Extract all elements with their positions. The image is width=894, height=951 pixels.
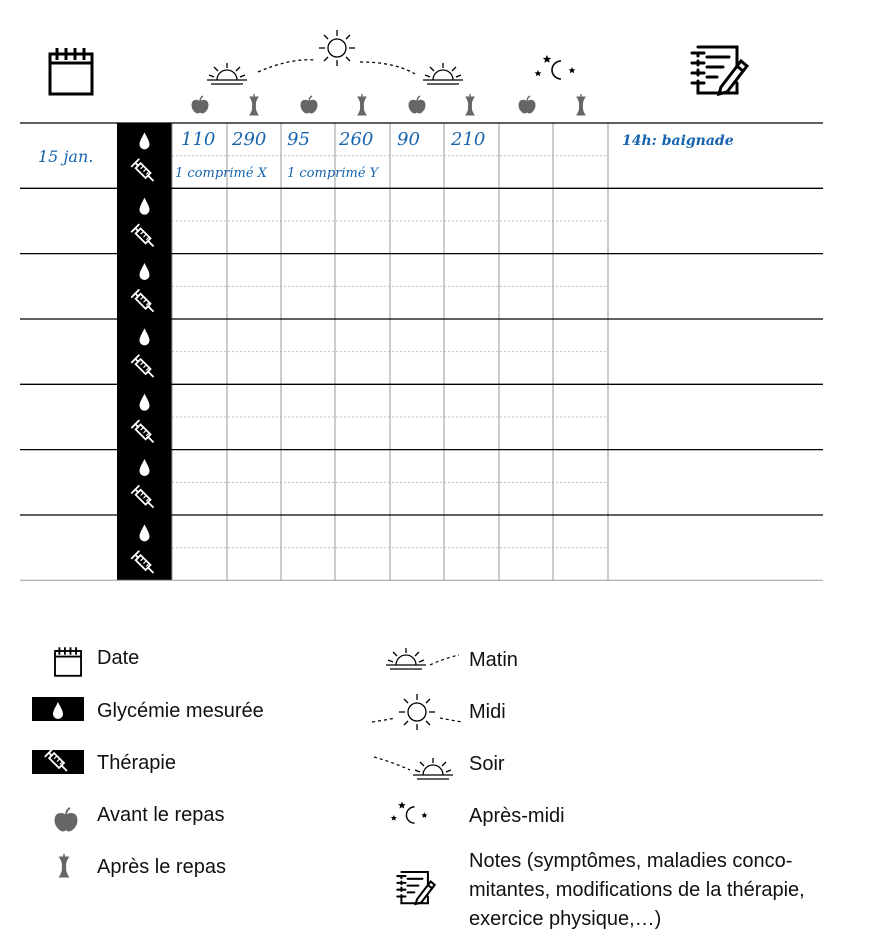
- therapy-entry: 1 comprimé Y: [287, 166, 379, 181]
- sunrise-icon: [386, 648, 426, 669]
- therapy-entry: 1 comprimé X: [175, 166, 267, 181]
- day-arc-right: [360, 62, 415, 74]
- glycemia-value: 260: [339, 129, 374, 150]
- legend-noon: Midi: [469, 701, 506, 723]
- header: [50, 30, 747, 115]
- moon-stars-icon: [391, 802, 428, 824]
- legend-glycemia: Glycémie mesurée: [97, 700, 264, 722]
- legend-notes-line-1: Notes (symptômes, maladies conco-: [469, 850, 793, 872]
- glycemia-value: 110: [181, 129, 216, 150]
- calendar-icon: [55, 647, 81, 676]
- sun-icon: [319, 30, 355, 66]
- legend-before-meal: Avant le repas: [97, 804, 225, 826]
- legend-evening-icon: [374, 757, 453, 779]
- legend-morning: Matin: [469, 649, 518, 671]
- apple-icon: [301, 96, 317, 113]
- legend-notes-line-2: mitantes, modifications de la thérapie,: [469, 879, 805, 901]
- legend-morning-icon: [386, 648, 459, 669]
- apple-icon: [55, 808, 77, 831]
- sunset-icon: [423, 63, 463, 84]
- glycemia-value: 290: [232, 129, 267, 150]
- notes-icon: [692, 47, 747, 94]
- notes-icon: [397, 872, 434, 904]
- apple-core-icon: [358, 94, 366, 115]
- sun-icon: [399, 694, 435, 730]
- legend-after-meal: Après le repas: [97, 856, 226, 878]
- legend-therapy: Thérapie: [97, 752, 176, 774]
- sunset-icon: [413, 758, 453, 779]
- legend-noon-icon: [372, 694, 462, 730]
- legend-date: Date: [97, 647, 140, 669]
- legend-evening: Soir: [469, 753, 505, 775]
- sunrise-icon: [207, 63, 247, 84]
- moon-stars-icon: [535, 55, 576, 79]
- log-grid: [20, 123, 823, 580]
- glycemia-value: 210: [451, 129, 486, 150]
- apple-core-icon: [466, 94, 474, 115]
- icon-column: [117, 123, 172, 580]
- apple-core-icon: [60, 854, 69, 877]
- apple-core-icon: [250, 94, 258, 115]
- legend-syringe-swatch: [32, 750, 84, 774]
- apple-icon: [519, 96, 535, 113]
- day-arc-left: [258, 60, 315, 72]
- legend-night: Après-midi: [469, 805, 565, 827]
- apple-icon: [409, 96, 425, 113]
- glycemia-value: 95: [287, 129, 310, 150]
- apple-core-icon: [577, 94, 585, 115]
- entry-date: 15 jan.: [38, 147, 94, 166]
- note-entry: 14h: baignade: [622, 133, 734, 149]
- glycemia-value: 90: [397, 129, 420, 150]
- legend: [32, 647, 805, 930]
- calendar-icon: [50, 48, 92, 94]
- legend-notes-line-3: exercice physique,…): [469, 908, 662, 930]
- apple-icon: [192, 96, 208, 113]
